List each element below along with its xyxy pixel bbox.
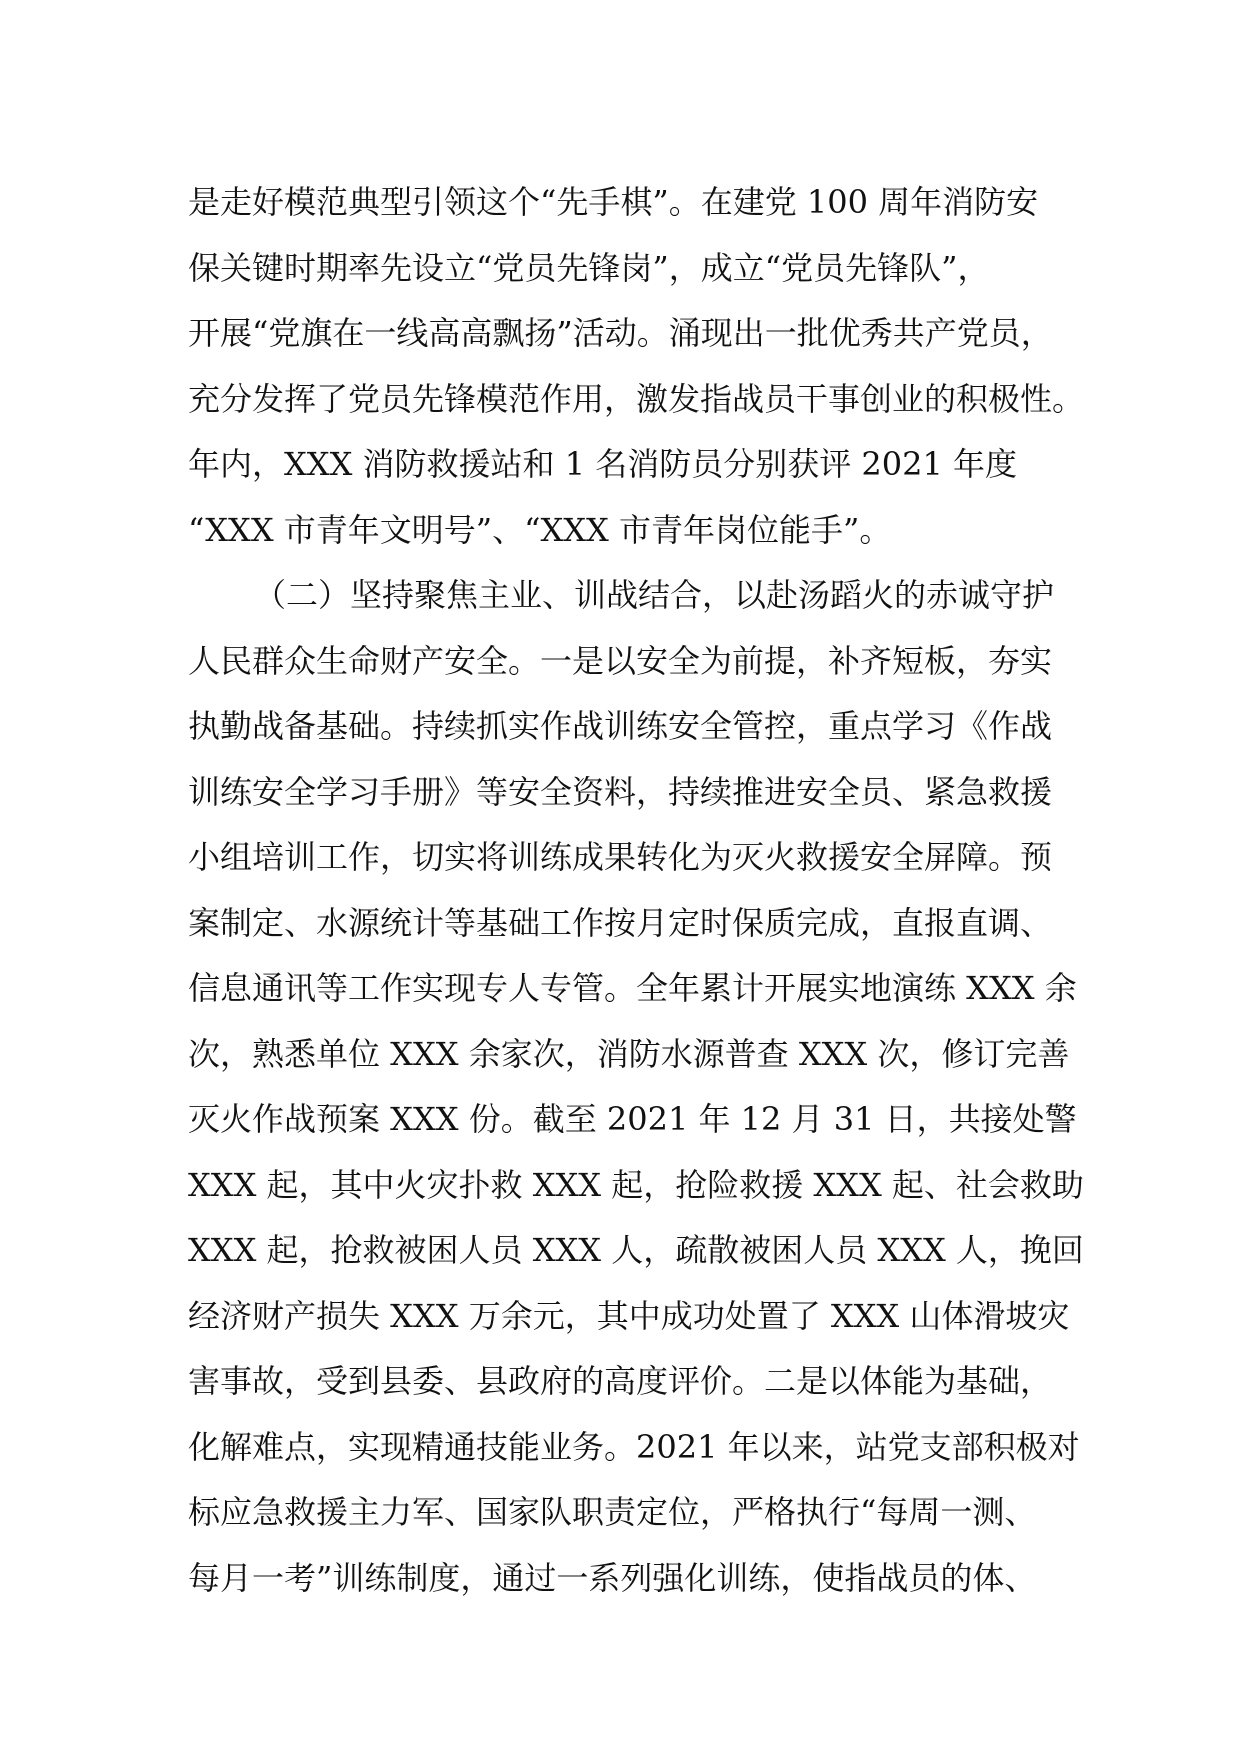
text-line: 年内，XXX 消防救援站和 1 名消防员分别获评 2021 年度	[188, 445, 1018, 483]
text-line: 人民群众生命财产安全。一是以安全为前提，补齐短板，夯实	[188, 641, 1053, 680]
text-line: 化解难点，实现精通技能业务。2021 年以来，站党支部积极对	[188, 1427, 1080, 1466]
text-line: 标应急救援主力军、国家队职责定位，严格执行“每周一测、	[188, 1493, 1037, 1531]
text-line: 保关键时期率先设立“党员先锋岗”，成立“党员先锋队”，	[188, 248, 990, 287]
text-line: 小组培训工作，切实将训练成果转化为灭火救援安全屏障。预	[188, 838, 1053, 876]
text-line: 训练安全学习手册》等安全资料，持续推进安全员、紧急救援	[188, 772, 1053, 811]
text-line: 案制定、水源统计等基础工作按月定时保质完成，直报直调、	[188, 903, 1053, 942]
text-line: 次，熟悉单位 XXX 余家次，消防水源普查 XXX 次，修订完善	[188, 1034, 1070, 1073]
text-line: 执勤战备基础。持续抓实作战训练安全管控，重点学习《作战	[188, 707, 1053, 745]
text-line: 充分发挥了党员先锋模范作用，激发指战员干事创业的积极性。	[188, 379, 1085, 418]
text-line: 灭火作战预案 XXX 份。截至 2021 年 12 月 31 日，共接处警	[188, 1100, 1077, 1138]
text-line: 开展“党旗在一线高高飘扬”活动。涌现出一批优秀共产党员，	[188, 314, 1053, 352]
document-body	[188, 170, 1088, 1611]
text-line: XXX 起，其中火灾扑救 XXX 起，抢险救援 XXX 起、社会救助	[188, 1165, 1084, 1204]
text-line: 信息通讯等工作实现专人专管。全年累计开展实地演练 XXX 余	[188, 969, 1077, 1007]
text-line: 每月一考”训练制度，通过一系列强化训练，使指战员的体、	[188, 1558, 1037, 1597]
text-line: 经济财产损失 XXX 万余元，其中成功处置了 XXX 山体滑坡灾	[188, 1296, 1070, 1335]
section-heading-line: （二）坚持聚焦主业、训战结合，以赴汤蹈火的赤诚守护	[254, 576, 1055, 614]
text-line: XXX 起，抢救被困人员 XXX 人，疏散被困人员 XXX 人，挽回	[188, 1231, 1084, 1269]
text-line: 害事故，受到县委、县政府的高度评价。二是以体能为基础，	[188, 1362, 1053, 1400]
text-line: “XXX 市青年文明号”、“XXX 市青年岗位能手”。	[188, 510, 892, 549]
text-line: 是走好模范典型引领这个“先手棋”。在建党 100 周年消防安	[188, 183, 1039, 221]
